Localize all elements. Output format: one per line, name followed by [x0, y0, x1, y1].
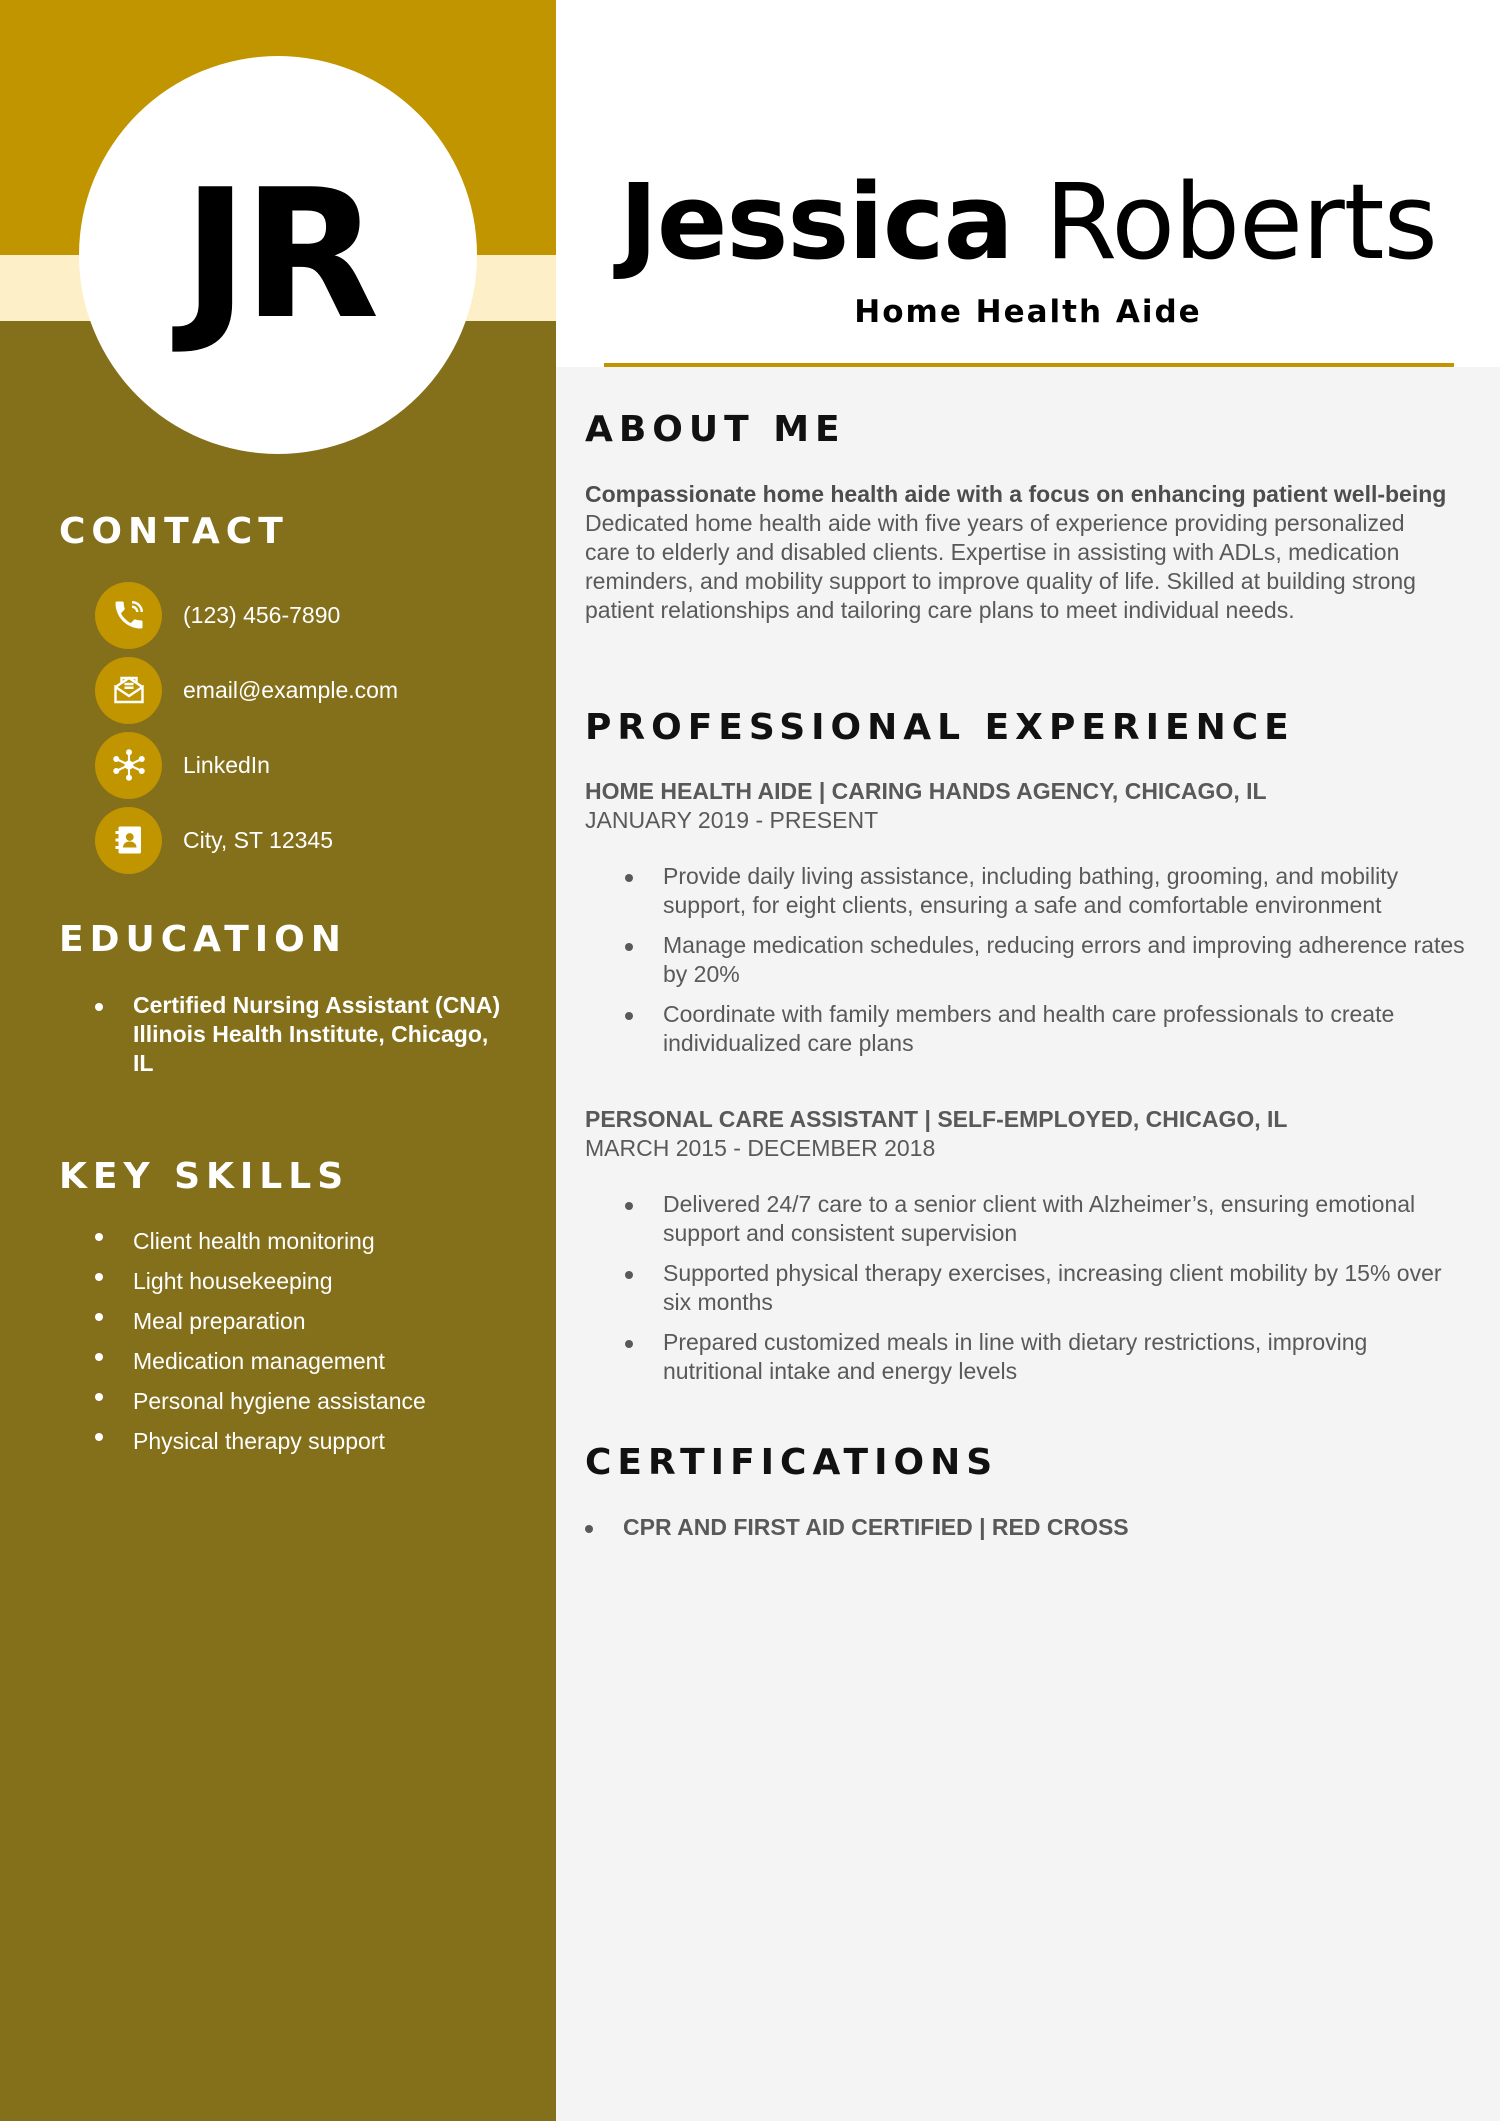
envelope-icon	[95, 657, 162, 724]
skill-item: Personal hygiene assistance	[95, 1381, 515, 1421]
education-degree: Certified Nursing Assistant (CNA)	[133, 992, 501, 1018]
about-body: Dedicated home health aide with five years of experience providing personalized care to elderly and disabled clients. Expertise in assisting with ADLs, medication reminders, and mobility support to improve quality of life. Skilled at building strong patient relationships and tailoring care plans to meet individual needs.	[585, 510, 1416, 623]
skill-item: Meal preparation	[95, 1301, 515, 1341]
experience-heading: PROFESSIONAL EXPERIENCE	[585, 707, 1295, 748]
job-bullets	[625, 862, 1465, 1058]
contact-heading: CONTACT	[59, 511, 289, 552]
job-bullet: Coordinate with family members and health care professionals to create individualized care plans	[625, 1000, 1465, 1058]
certification-item: CPR AND FIRST AID CERTIFIED | RED CROSS	[585, 1513, 1465, 1542]
job-title-line: PERSONAL CARE ASSISTANT | SELF-EMPLOYED, CHICAGO, IL	[585, 1106, 1288, 1132]
job-bullet: Supported physical therapy exercises, increasing client mobility by 15% over six months	[625, 1259, 1465, 1317]
about-section	[585, 480, 1455, 625]
phone-icon	[95, 582, 162, 649]
job-bullet: Provide daily living assistance, including bathing, grooming, and mobility support, for eight clients, ensuring a safe and comfortable environment	[625, 862, 1465, 920]
contact-address-text: City, ST 12345	[183, 826, 334, 853]
monogram-initials: JR	[182, 151, 374, 358]
contact-phone[interactable]	[95, 582, 535, 648]
job-bullet: Delivered 24/7 care to a senior client with Alzheimer’s, ensuring emotional support and consistent supervision	[625, 1190, 1465, 1248]
contact-linkedin[interactable]	[95, 732, 535, 798]
job-entry-2	[585, 1105, 1465, 1397]
job-bullet: Prepared customized meals in line with dietary restrictions, improving nutritional intake and energy levels	[625, 1328, 1465, 1386]
last-name: Roberts	[1044, 161, 1437, 283]
contact-list	[95, 582, 535, 882]
job-title-line: HOME HEALTH AIDE | CARING HANDS AGENCY, CHICAGO, IL	[585, 778, 1267, 804]
job-dates: JANUARY 2019 - PRESENT	[585, 807, 879, 833]
education-heading: EDUCATION	[59, 919, 347, 960]
about-headline: Compassionate home health aide with a focus on enhancing patient well-being	[585, 481, 1447, 507]
about-heading: ABOUT ME	[585, 409, 846, 450]
contact-phone-text: (123) 456-7890	[183, 601, 341, 628]
job-bullets	[625, 1190, 1465, 1386]
certifications-list	[585, 1513, 1465, 1542]
monogram-circle	[79, 56, 477, 454]
address-book-icon	[95, 807, 162, 874]
skills-list	[95, 1221, 515, 1461]
contact-address[interactable]	[95, 807, 535, 873]
candidate-name	[556, 161, 1500, 283]
certifications-heading: CERTIFICATIONS	[585, 1442, 999, 1483]
job-entry-1	[585, 777, 1465, 1069]
contact-email-text: email@example.com	[183, 676, 399, 703]
contact-email[interactable]	[95, 657, 535, 723]
education-entry	[95, 991, 515, 1078]
skill-item: Client health monitoring	[95, 1221, 515, 1261]
job-bullet: Manage medication schedules, reducing errors and improving adherence rates by 20%	[625, 931, 1465, 989]
skill-item: Light housekeeping	[95, 1261, 515, 1301]
network-icon	[95, 732, 162, 799]
skill-item: Medication management	[95, 1341, 515, 1381]
contact-linkedin-text: LinkedIn	[183, 751, 270, 778]
skill-item: Physical therapy support	[95, 1421, 515, 1461]
first-name: Jessica	[619, 161, 1013, 283]
education-school: Illinois Health Institute, Chicago, IL	[133, 1021, 489, 1076]
title-divider	[604, 363, 1454, 367]
job-dates: MARCH 2015 - DECEMBER 2018	[585, 1135, 936, 1161]
education-list	[95, 991, 515, 1078]
job-title: Home Health Aide	[854, 294, 1202, 330]
skills-heading: KEY SKILLS	[59, 1156, 350, 1197]
